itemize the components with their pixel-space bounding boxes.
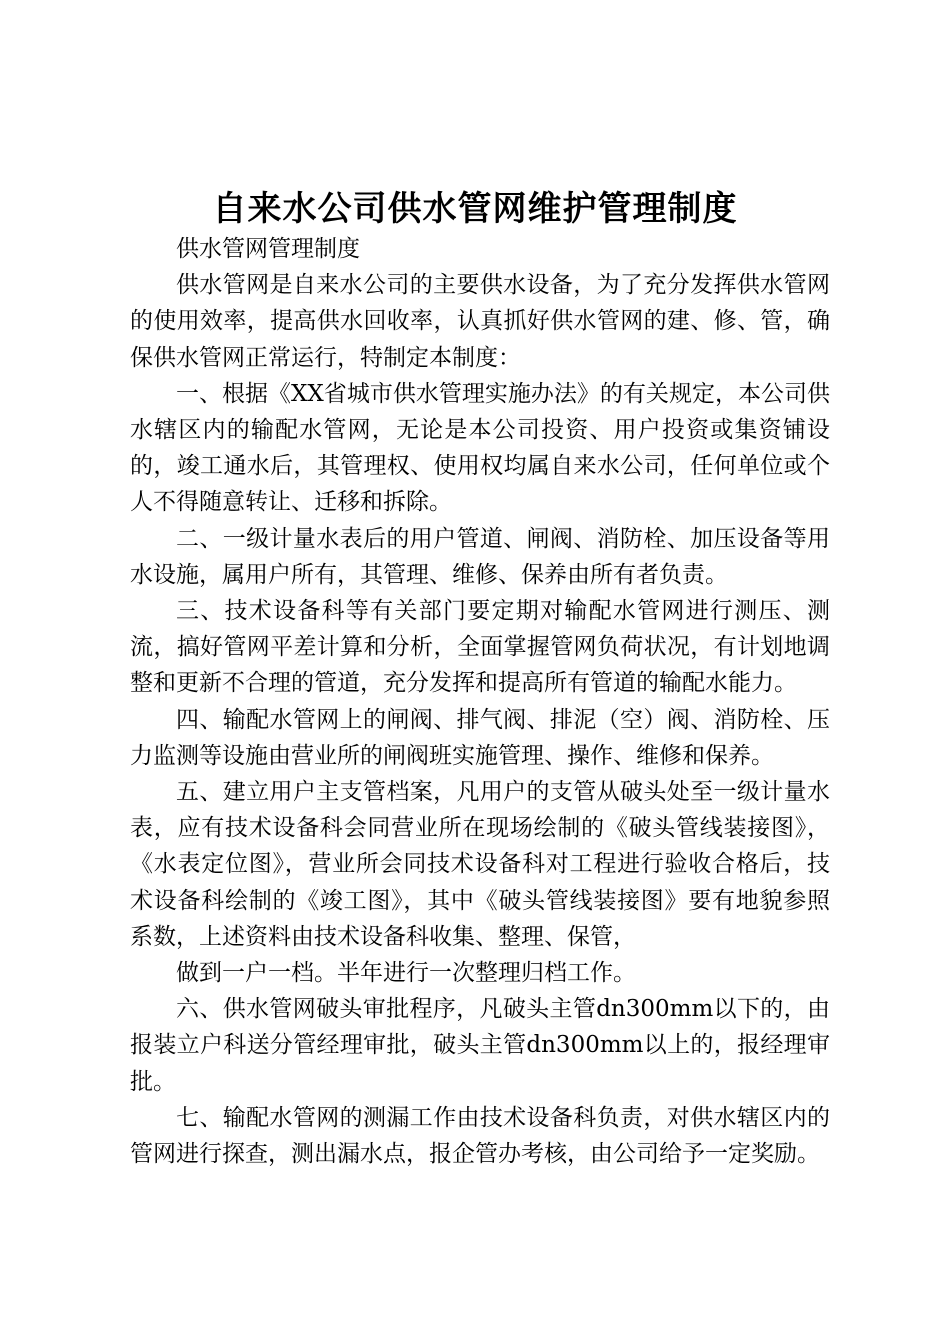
paragraph-article-7: 七、输配水管网的测漏工作由技术设备科负责，对供水辖区内的管网进行探查，测出漏水点，报企管办考核，由公司给予一定奖励。 <box>130 1104 830 1168</box>
paragraph-article-5-cont: 做到一户一档。半年进行一次整理归档工作。 <box>176 960 636 987</box>
paragraph-subtitle: 供水管网管理制度 <box>176 236 360 262</box>
paragraph-article-3: 三、技术设备科等有关部门要定期对输配水管网进行测压、测流，搞好管网平差计算和分析，全面掌握管网负荷状况，有计划地调整和更新不合理的管道，充分发挥和提高所有管道的输配水能力。 <box>130 598 830 697</box>
paragraph-article-2: 二、一级计量水表后的用户管道、闸阀、消防栓、加压设备等用水设施，属用户所有，其管理、维修、保养由所有者负责。 <box>130 525 830 588</box>
document-body <box>130 231 830 1172</box>
paragraph-article-4: 四、输配水管网上的闸阀、排气阀、排泥（空）阀、消防栓、压力监测等设施由营业所的闸阀班实施管理、操作、维修和保养。 <box>130 706 830 769</box>
paragraph-article-5: 五、建立用户主支管档案，凡用户的支管从破头处至一级计量水表，应有技术设备科会同营业所在现场绘制的《破头管线装接图》，《水表定位图》，营业所会同技术设备科对工程进行验收合格后，技术设备科绘制的《竣工图》，其中《破头管线装接图》要有地貌参照系数，上述资料由技术设备科收集、整理、保管， <box>130 779 830 950</box>
document-title: 自来水公司供水管网维护管理制度 <box>212 189 738 229</box>
paragraph-article-6: 六、供水管网破头审批程序，凡破头主管dn300mm以下的，由报装立户科送分管经理审批，破头主管dn300mm以上的，报经理审批。 <box>130 996 830 1095</box>
paragraph-article-1: 一、根据《XX省城市供水管理实施办法》的有关规定，本公司供水辖区内的输配水管网，无论是本公司投资、用户投资或集资铺设的，竣工通水后，其管理权、使用权均属自来水公司，任何单位或个人不得随意转让、迁移和拆除。 <box>130 380 830 516</box>
paragraph-intro: 供水管网是自来水公司的主要供水设备，为了充分发挥供水管网的使用效率，提高供水回收率，认真抓好供水管网的建、修、管，确保供水管网正常运行，特制定本制度： <box>130 272 830 371</box>
